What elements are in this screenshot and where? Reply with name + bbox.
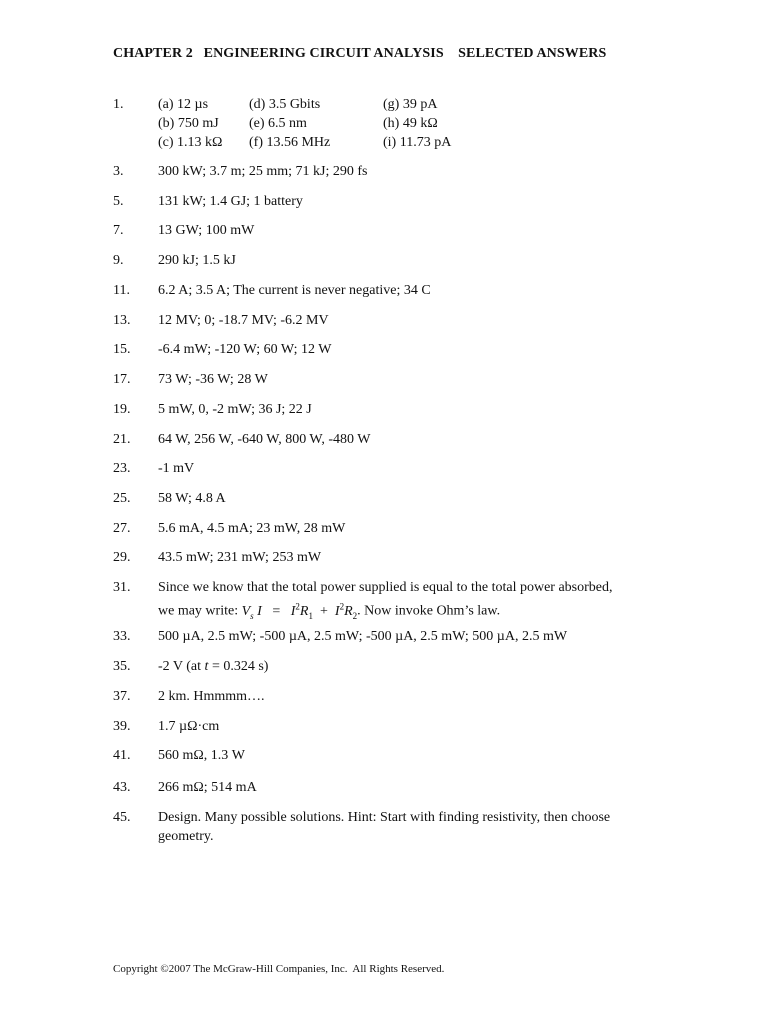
answer-number: 31.: [113, 580, 131, 595]
answer-part: (d) 3.5 Gbits: [249, 97, 321, 112]
answer-line-prefix: we may write:: [158, 603, 242, 619]
copyright-footer: Copyright ©2007 The McGraw-Hill Companies, Inc. All Rights Reserved.: [113, 963, 445, 975]
answer-text: 131 kW; 1.4 GJ; 1 battery: [158, 194, 303, 209]
answer-1-row: [158, 114, 638, 133]
answer-text: 5 mW, 0, -2 mW; 36 J; 22 J: [158, 402, 312, 417]
answer-number: 27.: [113, 521, 131, 536]
answer-line: geometry.: [158, 829, 214, 844]
answer-number: 25.: [113, 491, 131, 506]
answer-text: 1.7 µΩ·cm: [158, 719, 220, 734]
answer-1-row: [158, 95, 638, 114]
answer-number: 9.: [113, 253, 124, 268]
answer-text: 266 mΩ; 514 mA: [158, 780, 257, 795]
answer-text: 73 W; -36 W; 28 W: [158, 372, 268, 387]
answer-part: (a) 12 µs: [158, 97, 209, 112]
answer-text: -1 mV: [158, 461, 195, 476]
answer-text: 12 MV; 0; -18.7 MV; -6.2 MV: [158, 313, 329, 328]
time-variable: t: [204, 659, 209, 674]
answer-text-prefix: -2 V (at: [158, 659, 205, 674]
answer-text: 43.5 mW; 231 mW; 253 mW: [158, 550, 322, 565]
answer-part: (h) 49 kΩ: [383, 116, 438, 131]
answer-line: Design. Many possible solutions. Hint: Start with finding resistivity, then choose: [158, 810, 611, 825]
answer-line: Since we know that the total power supplied is equal to the total power absorbed,: [158, 580, 613, 595]
answer-text: 300 kW; 3.7 m; 25 mm; 71 kJ; 290 fs: [158, 164, 368, 179]
answer-number: 41.: [113, 748, 131, 763]
answer-part: (g) 39 pA: [383, 97, 438, 112]
answer-text: 64 W, 256 W, -640 W, 800 W, -480 W: [158, 432, 371, 447]
answer-number: 11.: [113, 283, 130, 298]
answer-number: 7.: [113, 223, 124, 238]
answer-text: 13 GW; 100 mW: [158, 223, 255, 238]
answer-part: (c) 1.13 kΩ: [158, 135, 223, 150]
answer-number: 1.: [113, 97, 124, 112]
power-equation: $V_s$ $I = I^2R_1 + I^2R_2$: [241, 601, 358, 621]
answer-text: 2 km. Hmmmm….: [158, 689, 265, 704]
answer-number: 29.: [113, 550, 131, 565]
answer-number: 23.: [113, 461, 131, 476]
answer-text: 58 W; 4.8 A: [158, 491, 226, 506]
answer-text: [158, 578, 678, 625]
answer-number: 17.: [113, 372, 131, 387]
answer-number: 5.: [113, 194, 124, 209]
answer-text: 560 mΩ, 1.3 W: [158, 748, 246, 763]
answer-part: (b) 750 mJ: [158, 116, 219, 131]
answer-1-row: [158, 133, 638, 152]
answer-line-equation: [158, 597, 678, 625]
answer-part: (i) 11.73 pA: [383, 135, 452, 150]
answer-text: [158, 808, 678, 846]
answer-number: 3.: [113, 164, 124, 179]
answer-number: 35.: [113, 659, 131, 674]
answer-text: 6.2 A; 3.5 A; The current is never negative; 34 C: [158, 283, 431, 298]
answer-line-suffix: . Now invoke Ohm’s law.: [357, 603, 501, 619]
answer-text: 290 kJ; 1.5 kJ: [158, 253, 236, 268]
answer-part: (f) 13.56 MHz: [249, 135, 331, 150]
answer-number: 43.: [113, 780, 131, 795]
answer-number: 33.: [113, 629, 131, 644]
answer-part: (e) 6.5 nm: [249, 116, 307, 131]
answer-number: 39.: [113, 719, 131, 734]
page-title: CHAPTER 2 ENGINEERING CIRCUIT ANALYSIS SELECTED ANSWERS: [113, 46, 607, 61]
answer-1-grid: [158, 95, 638, 152]
answer-text: 500 µA, 2.5 mW; -500 µA, 2.5 mW; -500 µA, 2.5 mW; 500 µA, 2.5 mW: [158, 629, 568, 644]
answer-number: 37.: [113, 689, 131, 704]
answer-number: 13.: [113, 313, 131, 328]
answer-text: 5.6 mA, 4.5 mA; 23 mW, 28 mW: [158, 521, 346, 536]
answer-text: -6.4 mW; -120 W; 60 W; 12 W: [158, 342, 332, 357]
answer-text-suffix: = 0.324 s): [208, 659, 269, 674]
answer-number: 15.: [113, 342, 131, 357]
answer-number: 19.: [113, 402, 131, 417]
answer-number: 21.: [113, 432, 131, 447]
answer-number: 45.: [113, 810, 131, 825]
answer-text: [158, 657, 678, 676]
